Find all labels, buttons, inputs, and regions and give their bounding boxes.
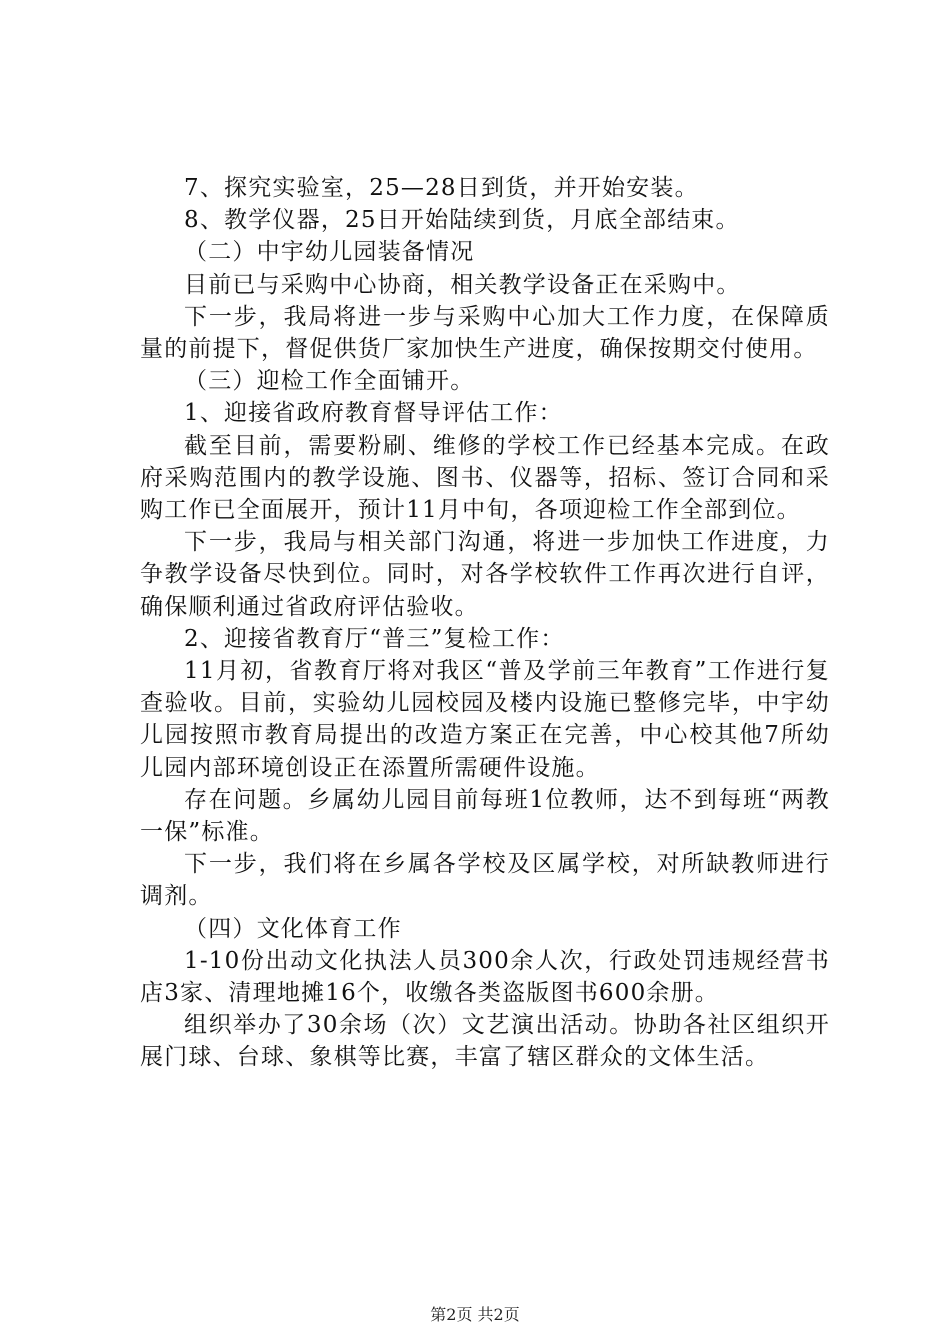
document-body (140, 172, 830, 1074)
paragraph: 8、教学仪器，25日开始陆续到货，月底全部结束。 (184, 207, 740, 234)
paragraph: 11月初，省教育厅将对我区“普及学前三年教育”工作进行复查验收。目前，实验幼儿园校园及楼内设施已整修完毕，中宇幼儿园按照市教育局提出的改造方案正在完善，中心校其他7所幼儿园内部环境创设正在添置所需硬件设施。 (140, 658, 830, 781)
paragraph: 下一步，我局与相关部门沟通，将进一步加快工作进度，力争教学设备尽快到位。同时，对各学校软件工作再次进行自评，确保顺利通过省政府评估验收。 (140, 529, 830, 620)
paragraph: 下一步，我们将在乡属各学校及区属学校，对所缺教师进行调剂。 (140, 851, 830, 910)
paragraph: 7、探究实验室，25—28日到货，并开始安装。 (184, 175, 699, 201)
paragraph: 截至目前，需要粉刷、维修的学校工作已经基本完成。在政府采购范围内的教学设施、图书、仪器等，招标、签订合同和采购工作已全面展开，预计11月中旬，各项迎检工作全部到位。 (140, 432, 830, 524)
subsection-heading: 1、迎接省政府教育督导评估工作： (184, 400, 563, 427)
paragraph: 下一步，我局将进一步与采购中心加大工作力度，在保障质量的前提下，督促供货厂家加快生产进度，确保按期交付使用。 (140, 303, 830, 363)
paragraph: 1-10份出动文化执法人员300余人次，行政处罚违规经营书店3家、清理地摊16个，收缴各类盗版图书600余册。 (140, 947, 830, 1007)
paragraph: 存在问题。乡属幼儿园目前每班1位教师，达不到每班“两教一保”标准。 (140, 786, 830, 846)
paragraph: 目前已与采购中心协商，相关教学设备正在采购中。 (184, 271, 741, 298)
subsection-heading: 2、迎接省教育厅“普三”复检工作： (184, 625, 565, 652)
paragraph: 组织举办了30余场（次）文艺演出活动。协助各社区组织开展门球、台球、象棋等比赛，丰富了辖区群众的文体生活。 (140, 1012, 830, 1071)
section-heading: （二）中宇幼儿园装备情况 (184, 239, 475, 266)
section-heading: （四）文化体育工作 (184, 915, 402, 942)
page-number-footer: 第2页 共2页 (430, 1305, 520, 1324)
section-heading: （三）迎检工作全面铺开。 (184, 368, 475, 395)
